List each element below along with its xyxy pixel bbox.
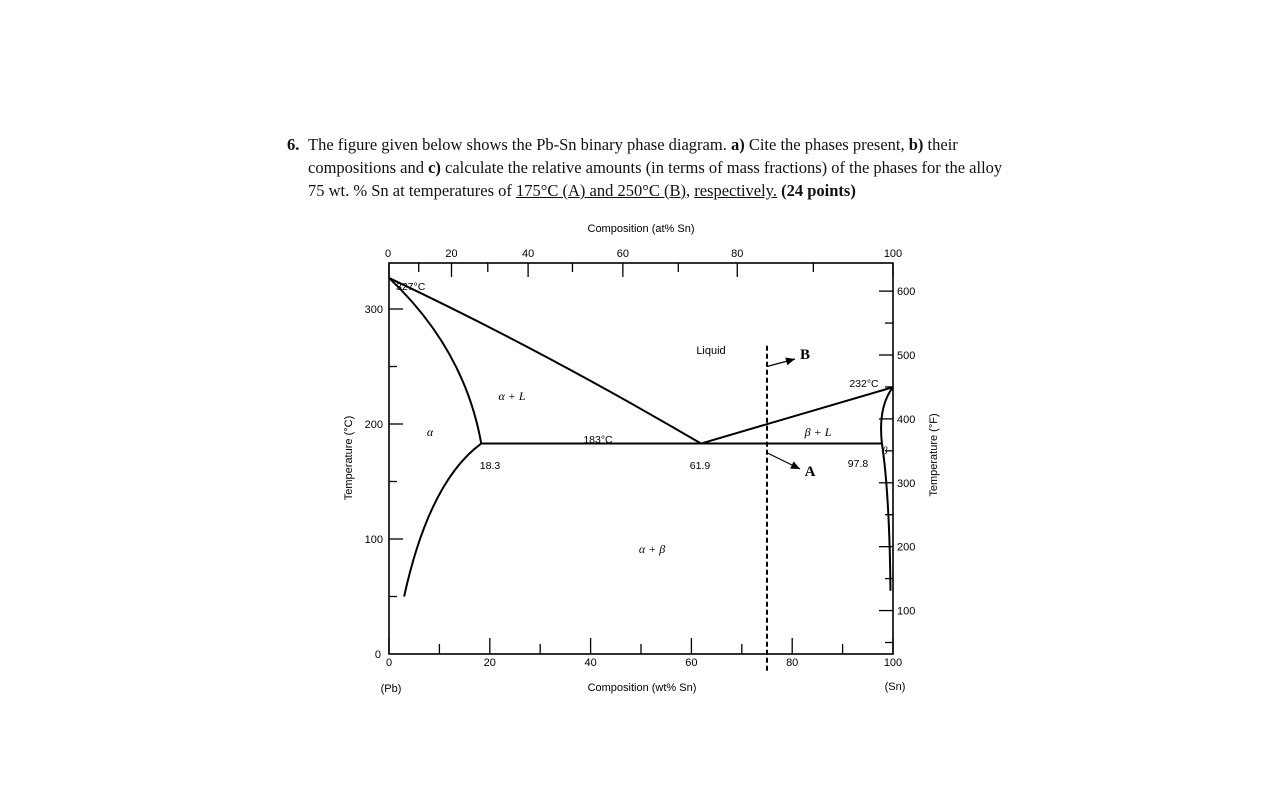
diagram-annotations [396,281,888,556]
axis-ticks [365,248,916,669]
left-axis-title: Temperature (°C) [343,415,355,501]
temps-comma: , [685,181,691,200]
right-tick-label: 100 [897,605,916,618]
solvus-alpha [404,444,481,597]
liquidus-left [389,278,701,444]
part-a-label: a) [730,135,745,154]
top-tick-label: 20 [445,248,458,260]
bottom-tick-label: 0 [385,657,393,669]
respectively: respectively. [694,181,777,200]
left-tick-label: 0 [374,649,381,661]
question-intro: The figure given below shows the Pb-Sn binary phase diagram. [308,135,727,154]
beta-max-solubility-label: 97.8 [847,458,869,470]
top-tick-label: 60 [616,248,629,260]
eutectic-temp-label: 183°C [583,434,613,446]
solidus-alpha [389,278,481,444]
pb-end-label: (Pb) [380,683,402,695]
top-axis-title: Composition (at% Sn) [587,223,695,235]
part-c-label: c) [428,158,441,177]
sn-end-label: (Sn) [884,681,906,693]
part-b-label: b) [908,135,924,154]
marker-a-label: A [804,464,816,480]
right-tick-label: 600 [897,286,916,299]
part-a-text: Cite the phases present, [748,135,905,154]
top-tick-label: 40 [521,248,535,260]
alpha-region-label: α [426,425,434,439]
left-tick-label: 200 [364,419,383,431]
pb-melting-point-label: 327°C [396,281,426,293]
bottom-tick-label: 40 [584,657,597,669]
question-number: 6. [287,135,300,154]
marker-b-arrow-head [785,357,795,365]
right-tick-label: 200 [897,541,916,554]
bottom-tick-label: 20 [483,657,496,669]
solidus-beta [881,387,893,443]
right-tick-label: 400 [897,413,916,426]
right-axis-title: Temperature (°F) [928,413,940,497]
bottom-tick-label: 80 [786,657,799,669]
solvus-beta [882,444,891,591]
right-tick-label: 500 [897,350,916,362]
part-b-text: their compositions and [308,135,958,177]
bottom-tick-label: 100 [883,657,903,669]
alpha-max-solubility-label: 18.3 [479,460,501,472]
left-tick-label: 300 [364,304,383,316]
sn-melting-point-label: 232°C [849,378,879,390]
points: (24 points) [781,181,856,200]
temperatures: 175°C (A) and 250°C (B) [516,181,686,200]
liquidus-right [701,387,893,443]
phase-boundaries [389,278,893,672]
top-tick-label: 0 [384,248,392,260]
bottom-tick-label: 60 [685,657,698,669]
bottom-axis-title: Composition (wt% Sn) [587,682,697,694]
eutectic-composition-label: 61.9 [689,460,711,472]
alpha-liquid-region-label: α + L [498,389,526,403]
top-tick-label: 100 [883,248,903,260]
beta-liquid-region-label: β + L [804,425,832,439]
top-tick-label: 80 [731,248,744,260]
right-tick-label: 300 [897,477,916,490]
beta-region-label: β [882,446,888,457]
marker-b-label: B [799,347,811,363]
part-c-text: calculate the relative amounts (in terms of mass fractions) of the phases for the alloy 75 wt. % Sn at temperatures of [308,158,1003,200]
alpha-beta-region-label: α + β [638,542,666,556]
liquid-region-label: Liquid [696,345,726,357]
left-tick-label: 100 [364,534,383,546]
